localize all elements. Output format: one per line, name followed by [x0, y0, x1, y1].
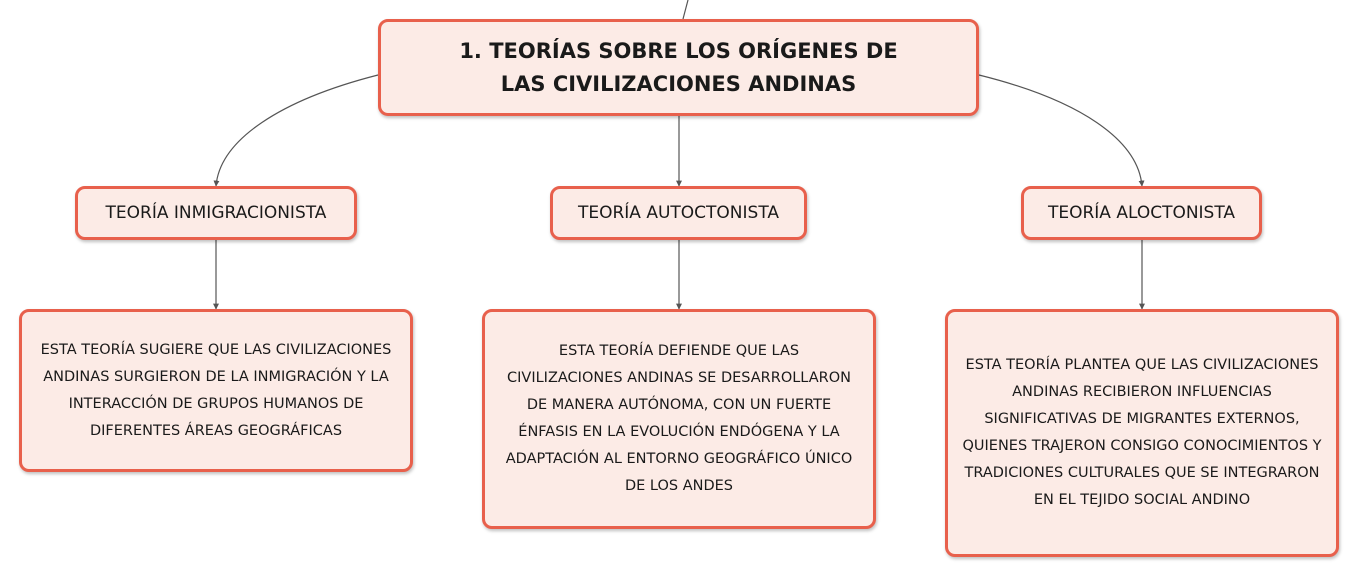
- theory-node-autoctonista[interactable]: [550, 186, 807, 240]
- root-title: 1. TEORÍAS SOBRE LOS ORÍGENES DE LAS CIVILIZACIONES ANDINAS: [459, 38, 898, 96]
- description-node-autoctonista[interactable]: [482, 309, 876, 529]
- theory-description: ESTA TEORÍA SUGIERE QUE LAS CIVILIZACIONES ANDINAS SURGIERON DE LA INMIGRACIÓN Y LA INTERACCIÓN DE GRUPOS HUMANOS DE DIFERENTES ÁREAS GEOGRÁFICAS: [40, 341, 392, 439]
- connector-root-to-aloctonista: [979, 75, 1142, 186]
- root-node[interactable]: [378, 19, 979, 116]
- description-node-inmigracionista[interactable]: [19, 309, 413, 472]
- theory-description: ESTA TEORÍA PLANTEA QUE LAS CIVILIZACIONES ANDINAS RECIBIERON INFLUENCIAS SIGNIFICATIVAS DE MIGRANTES EXTERNOS, QUIENES TRAJERON CONSIGO CONOCIMIENTOS Y TRADICIONES CULTURALES QUE SE INTEGRARON EN EL TEJIDO SOCIAL ANDINO: [962, 357, 1322, 508]
- theory-description: ESTA TEORÍA DEFIENDE QUE LAS CIVILIZACIONES ANDINAS SE DESARROLLARON DE MANERA AUTÓNOMA, CON UN FUERTE ÉNFASIS EN LA EVOLUCIÓN ENDÓGENA Y LA ADAPTACIÓN AL ENTORNO GEOGRÁFICO ÚNICO DE LOS ANDES: [505, 343, 853, 494]
- description-node-aloctonista[interactable]: [945, 309, 1339, 557]
- connector-root-to-inmigracionista: [216, 75, 378, 186]
- connector-parent-to-root: [683, 0, 688, 19]
- theory-node-inmigracionista[interactable]: [75, 186, 357, 240]
- theory-title: TEORÍA AUTOCTONISTA: [577, 203, 780, 223]
- theory-node-aloctonista[interactable]: [1021, 186, 1262, 240]
- theory-title: TEORÍA ALOCTONISTA: [1047, 203, 1236, 223]
- theory-title: TEORÍA INMIGRACIONISTA: [105, 203, 327, 223]
